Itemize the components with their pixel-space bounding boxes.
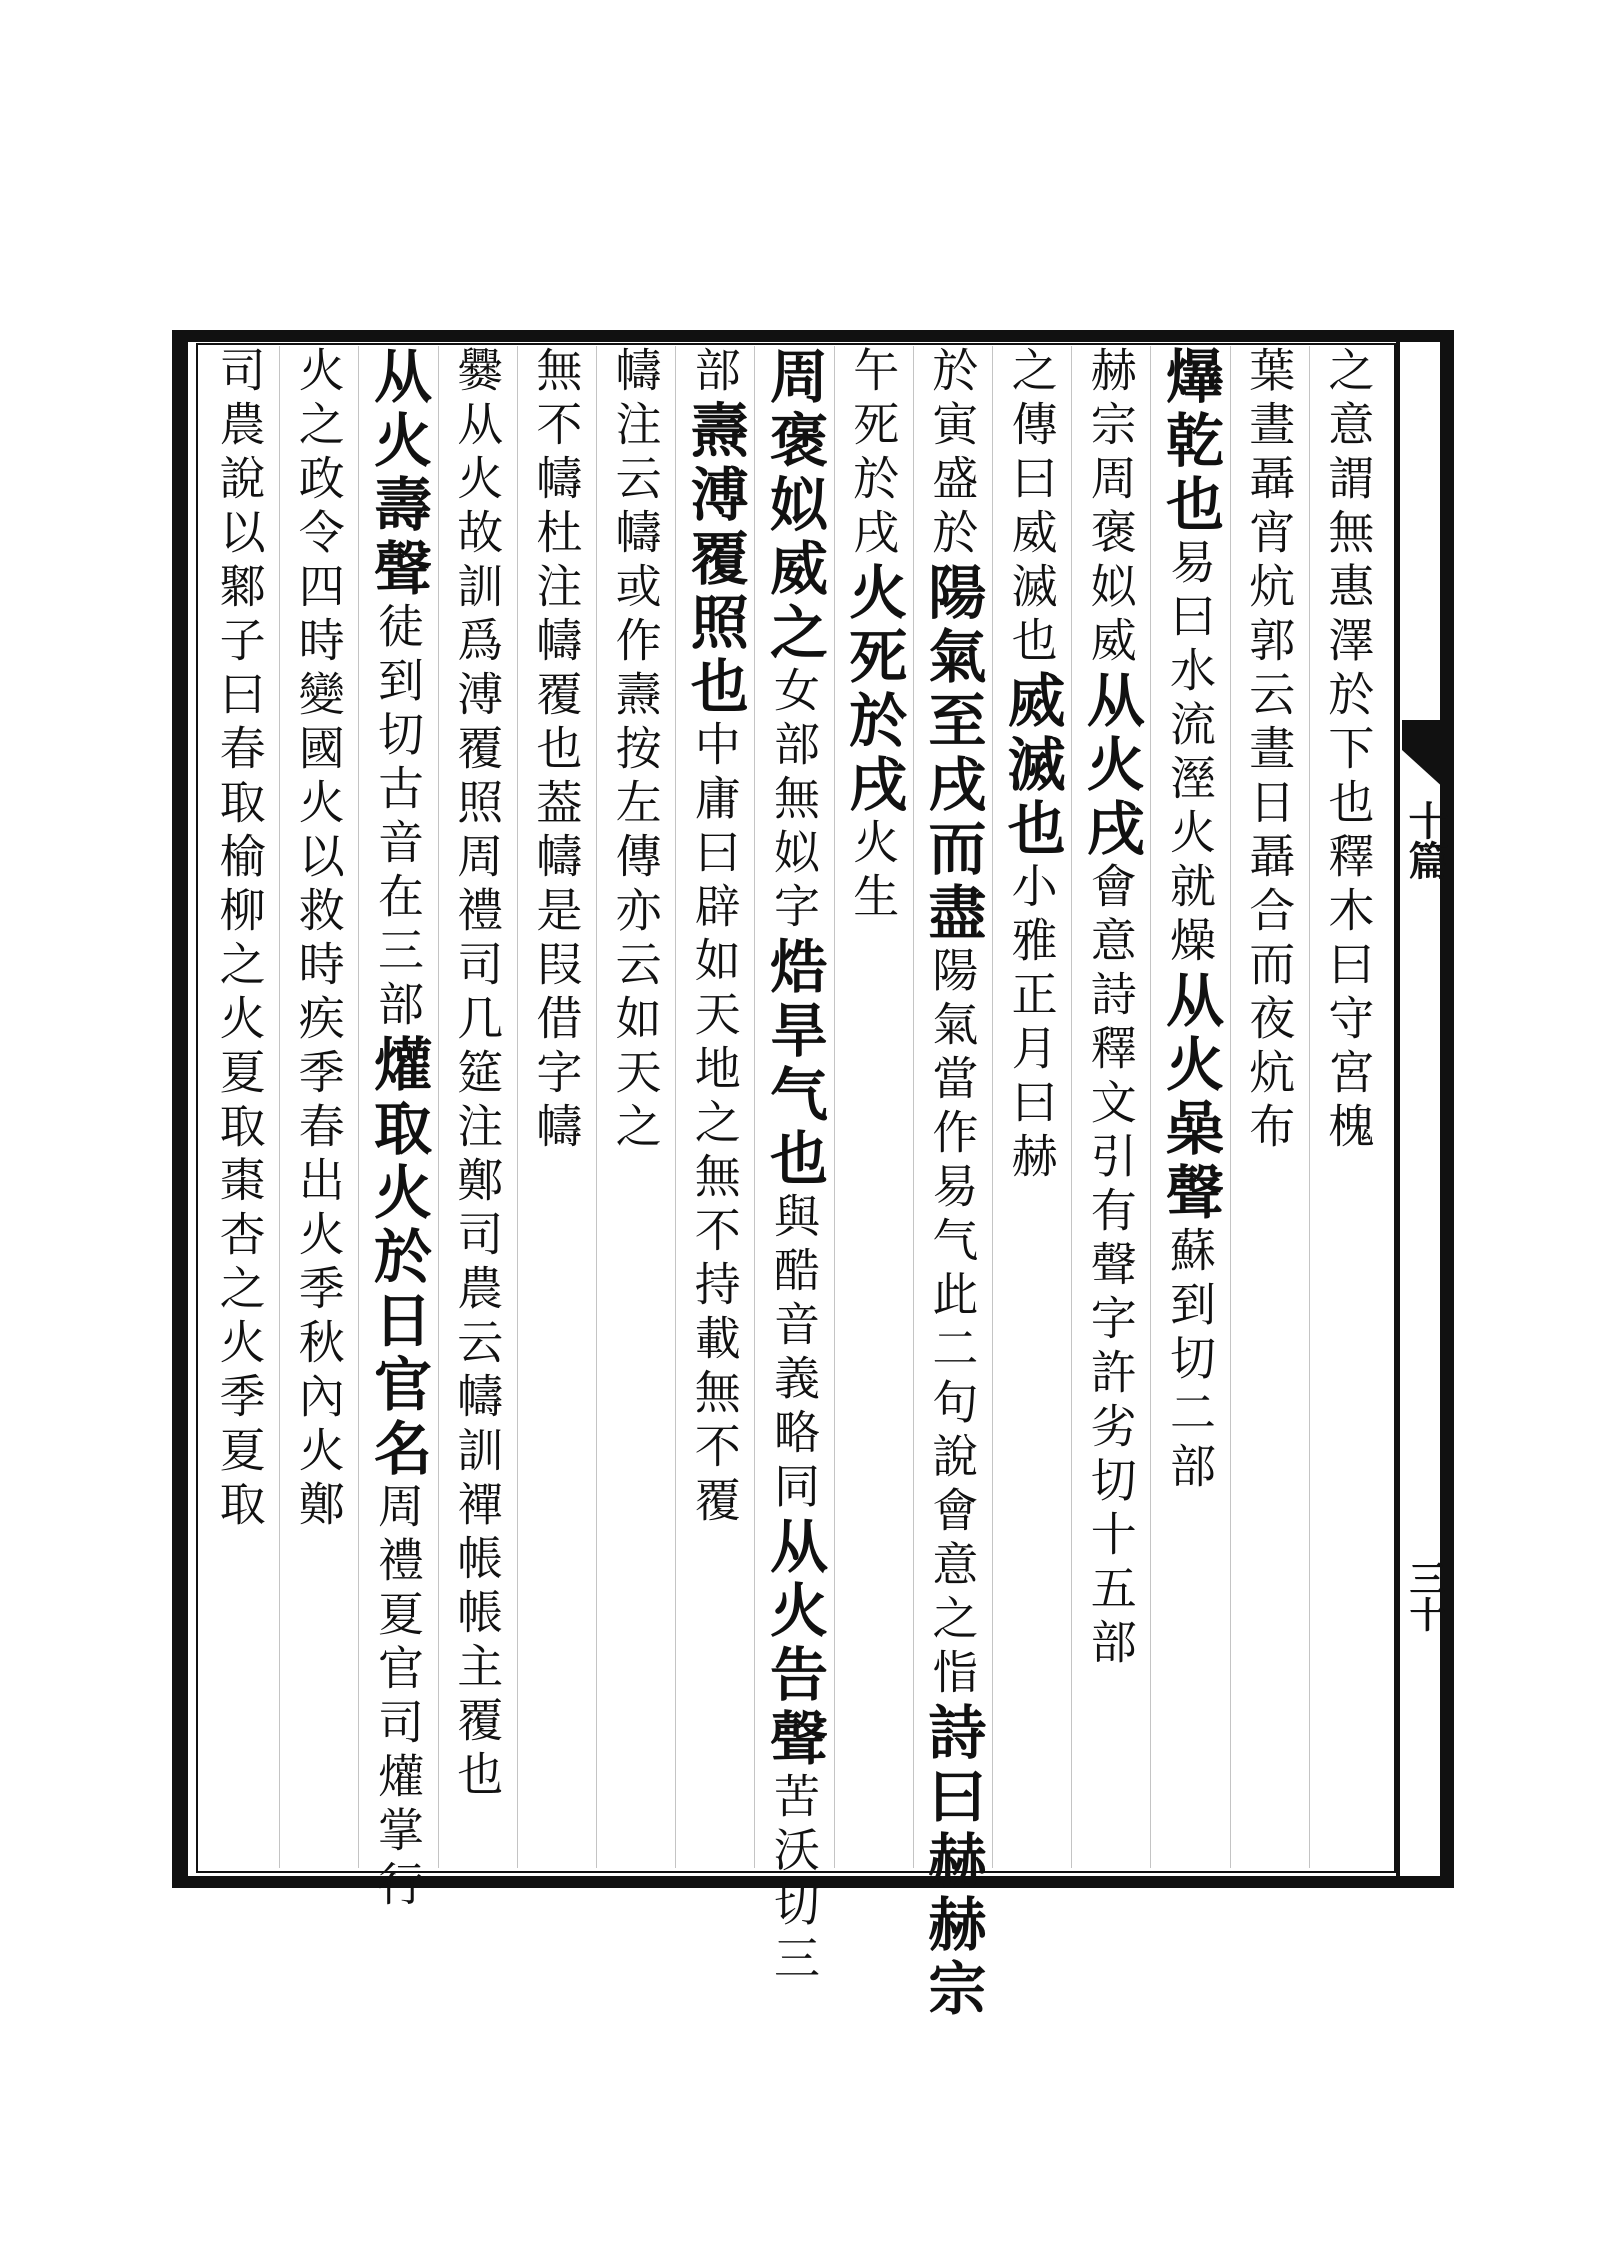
commentary-segment: 火生 xyxy=(846,818,901,926)
text-column xyxy=(680,346,749,1868)
column-divider xyxy=(1230,346,1231,1868)
main-text-segment: 烕滅也 xyxy=(997,670,1066,862)
text-column xyxy=(918,346,987,2022)
fish-tail-mark-icon xyxy=(1402,720,1446,790)
column-divider xyxy=(1150,346,1151,1868)
commentary-segment: 午死於戌 xyxy=(846,346,901,562)
commentary-segment: 與酷音義略同 xyxy=(767,1192,821,1516)
commentary-segment: 中庸曰辟如天地之無不持載無不覆 xyxy=(687,720,742,1530)
main-text-segment: 陽氣至戌而盡 xyxy=(918,562,987,946)
commentary-segment: 陽氣當作易气此二句說會意之恉 xyxy=(925,946,980,1702)
column-divider xyxy=(358,346,359,1868)
commentary-segment: 幬注云幬或作燾按左傳亦云如天之 xyxy=(608,346,663,1156)
commentary-segment: 爨从火故訓爲溥覆照周禮司几筵注 xyxy=(450,346,505,1156)
text-column xyxy=(760,346,828,1988)
main-text-segment: 火死於戌 xyxy=(839,562,908,818)
commentary-segment: 之意謂無惠澤於下也釋木曰守宮槐 xyxy=(1321,346,1376,1156)
main-text-segment: 从火告聲 xyxy=(760,1516,828,1772)
commentary-segment: 苦沃切三 xyxy=(767,1772,821,1988)
text-column xyxy=(364,346,432,1914)
commentary-segment: 無不幬杜注幬覆也葢幬是叚借字幬 xyxy=(529,346,584,1156)
column-divider xyxy=(834,346,835,1868)
main-text-segment: 詩曰赫赫宗 xyxy=(918,1702,987,2022)
margin-rule xyxy=(1396,330,1400,1888)
column-divider xyxy=(913,346,914,1868)
column-divider xyxy=(1071,346,1072,1868)
commentary-segment: 徒到切古音在三部 xyxy=(371,602,425,1034)
margin-page-number: 三十 xyxy=(1404,1560,1446,1632)
column-divider xyxy=(992,346,993,1868)
commentary-segment: 司農說以鄹子曰春取榆柳之火夏取棗杏之火季夏取 xyxy=(212,346,267,1534)
commentary-segment: 火之政令四時變國火以救時疾季春出火季秋內火鄭 xyxy=(291,346,346,1534)
column-divider xyxy=(1309,346,1310,1868)
commentary-segment: 部 xyxy=(687,346,742,400)
main-text-segment: 焅旱气也 xyxy=(760,936,828,1192)
commentary-segment: 女部無姒字 xyxy=(767,666,821,936)
text-column xyxy=(604,346,668,1868)
commentary-segment: 蘇到切二部 xyxy=(1163,1226,1217,1496)
main-text-segment: 爗乾也 xyxy=(1156,346,1224,538)
commentary-segment: 赫宗周褒姒威 xyxy=(1083,346,1138,670)
column-divider xyxy=(675,346,676,1868)
text-column xyxy=(1158,346,1222,1868)
text-column xyxy=(445,346,509,1868)
commentary-segment: 於寅盛於 xyxy=(925,346,980,562)
commentary-segment: 周禮夏官司爟掌行 xyxy=(371,1482,425,1914)
text-column xyxy=(1316,346,1380,1868)
text-column xyxy=(997,346,1066,1868)
text-column xyxy=(524,346,588,1868)
text-column xyxy=(208,346,272,1868)
commentary-segment: 小雅正月曰赫 xyxy=(1004,862,1059,1186)
column-divider xyxy=(596,346,597,1868)
main-text-segment: 燾溥覆照也 xyxy=(680,400,749,720)
main-text-segment: 从火喿聲 xyxy=(1156,970,1224,1226)
margin-title: 十篇 xyxy=(1402,800,1449,880)
main-text-segment: 周褒姒威之 xyxy=(760,346,828,666)
text-column xyxy=(1076,346,1145,1868)
main-text-segment: 从火戌 xyxy=(1076,670,1145,862)
commentary-segment: 會意詩釋文引有聲字許劣切十五部 xyxy=(1083,862,1138,1672)
main-text-segment: 爟取火於日官名 xyxy=(364,1034,432,1482)
commentary-segment: 之傳曰威滅也 xyxy=(1004,346,1059,670)
commentary-segment: 葉晝聶宵炕郭云晝日聶合而夜炕布 xyxy=(1242,346,1297,1156)
column-divider xyxy=(517,346,518,1868)
column-divider xyxy=(754,346,755,1868)
commentary-segment: 易曰水流溼火就燥 xyxy=(1163,538,1217,970)
commentary-segment: 鄭司農云幬訓襌帳帳主覆也 xyxy=(450,1156,505,1804)
text-column xyxy=(1237,346,1301,1868)
column-divider xyxy=(279,346,280,1868)
main-text-segment: 从火壽聲 xyxy=(364,346,432,602)
text-column xyxy=(287,346,351,1868)
text-column xyxy=(839,346,908,1868)
column-divider xyxy=(438,346,439,1868)
